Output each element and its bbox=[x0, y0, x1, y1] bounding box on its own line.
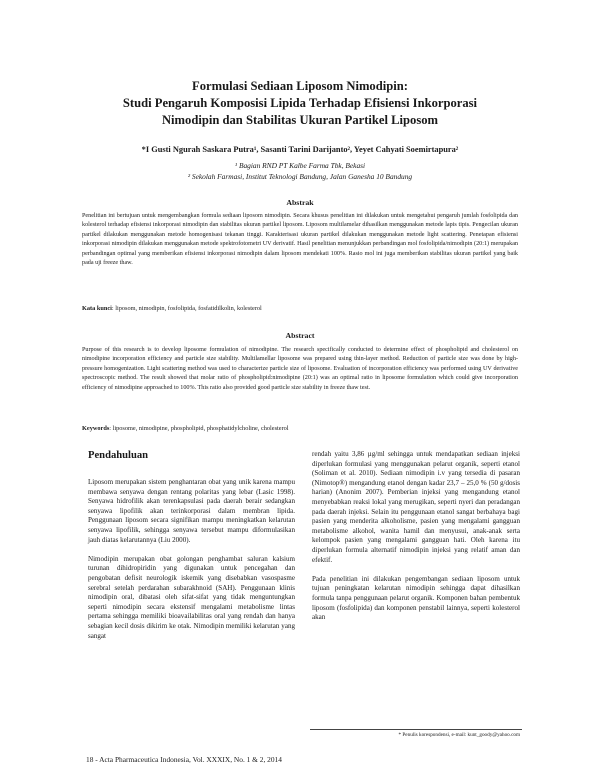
section-heading: Pendahuluan bbox=[88, 450, 149, 461]
keywords-text: : liposome, nimodipine, phospholipid, phosphatidylcholine, cholesterol bbox=[109, 425, 289, 432]
keywords-label: Keywords bbox=[82, 425, 110, 432]
keywords bbox=[82, 425, 518, 432]
paragraph: rendah yaitu 3,86 µg/ml sehingga untuk mendapatkan sediaan injeksi diperlukan formulasi yang menggunakan pelarut organik, seperti etanol (Soliman et al. 2010). Sediaan nimodipin i.v yang tersedia di pasaran (Nimotop®) mengandung etanol dengan kadar 23,7 – 25,0 % (50 g/dosis harian) (Anonim 2007). Pemberian injeksi yang mengandung etanol menyebabkan reaksi lokal yang merugikan, seperti nyeri dan peradangan pada daerah injeksi. Selain itu penggunaan etanol sangat berbahaya bagi pasien yang menderita alkoholisme, pasien yang mengalami gangguan metabolisme alkohol, wanita hamil dan menyusui, anak-anak serta kelompok pasien yang mengalami gangguan hati. Oleh karena itu diperlukan formula alternatif nimodipin injeksi yang relatif aman dan efektif. bbox=[312, 450, 520, 564]
kata-kunci-text: : liposom, nimodipin, fosfolipida, fosfatidilkolin, kolesterol bbox=[111, 305, 262, 312]
affiliation-1: ¹ Bagian RND PT Kalbe Farma Tbk, Bekasi bbox=[234, 161, 366, 170]
footnote: * Penulis korespondensi, e-mail: kunt_goody@yahoo.com bbox=[398, 732, 520, 738]
footnote-rule bbox=[310, 729, 522, 730]
page-folio: 18 - Acta Pharmaceutica Indonesia, Vol. XXXIX, No. 1 & 2, 2014 bbox=[86, 755, 282, 764]
paper-title bbox=[60, 78, 540, 129]
kata-kunci-label: Kata kunci bbox=[82, 305, 112, 312]
title-line: Nimodipin dan Stabilitas Ukuran Partikel Liposom bbox=[161, 113, 439, 127]
abstract-body: Purpose of this research is to develop liposome formulation of nimodipine. The research specifically conducted to determine effect of phospholipid and cholesterol on nimodipine incorporation efficiency and particle size stability. Multilamellar liposome was prepared using thin-layer method. Reduction of particle size was done by high-pressure homogenization. Light scattering method was used to characterize particle size of liposome. Evaluation of incorporation efficiency was performed using UV derivative spectroscopic method. The result showed that molar ratio of phospholipid:nimodipine (20:1) was an optimal ratio in liposome formulation which could give incorporation efficiency of nimodipine approached to 100%. This ratio also provided good particle size stability in freeze thaw test. bbox=[82, 347, 518, 391]
right-column bbox=[312, 450, 520, 623]
abstract-heading: Abstract bbox=[285, 331, 315, 340]
kata-kunci bbox=[82, 305, 518, 312]
author-list: *I Gusti Ngurah Saskara Putra¹, Sasanti Tarini Darijanto², Yeyet Cahyati Soemirtapura² bbox=[141, 145, 459, 154]
affiliation-2: ² Sekolah Farmasi, Institut Teknologi Bandung, Jalan Ganesha 10 Bandung bbox=[187, 172, 413, 181]
abstrak-heading: Abstrak bbox=[286, 198, 314, 207]
paragraph: Nimodipin merupakan obat golongan penghambat saluran kalsium turunan dihidropiridin yang digunakan untuk pencegahan dan pengobatan defisit neurologik iskemik yang disebabkan vasospasme serebral setelah perdarahan subarakhnoid (SAH). Penggunaan klinis nimodipin oral, dibatasi oleh sifat-sifat yang tidak menguntungkan seperti nimodipin secara ekstensif mengalami metabolisme lintas pertama sehingga memiliki bioavailabilitas oral yang rendah dan hanya sebagian kecil dosis dikirim ke otak. Nimodipin memiliki kelarutan yang sangat bbox=[88, 554, 295, 640]
left-column bbox=[88, 478, 295, 641]
paragraph: Liposom merupakan sistem penghantaran obat yang unik karena mampu membawa senyawa dengan rentang polaritas yang lebar (Lasic 1998). Senyawa hidrofilik akan terenkapsulasi pada daerah berair sedangkan senyawa lipofilik akan terinkorporasi dalam membran lipida. Penggunaan liposom secara signifikan mampu meningkatkan kelarutan senyawa lipofilik, sehingga senyawa tersebut mampu diformulasikan jauh diatas kelarutannya (Liu 2000). bbox=[88, 478, 295, 544]
abstrak-body: Penelitian ini bertujuan untuk mengembangkan formula sediaan liposom nimodipin. Secara khusus penelitian ini dilakukan untuk mengetahui pengaruh jumlah fosfolipida dan kolesterol terhadap efisiensi inkorporasi nimodipin dan stabilitas ukuran partikel liposom. Liposom multilamelar dihasilkan menggunakan metode lapis tipis. Pengecilan ukuran partikel dilakukan menggunakan metode homogenisasi tekanan tinggi. Karakterisasi ukuran partikel dilakukan menggunakan metode light scattering. Penetapan efisiensi inkorporasi nimodipin dilakukan menggunakan metode spektrofotometri UV derivatif. Hasil penelitian menunjukkan perbandingan mol fosfolipida/nimodipin (20:1) merupakan perbandingan optimal yang memberikan efisiensi inkorporasi nimodipin dalam liposom mendekati 100%. Rasio mol ini juga memberikan stabilitas ukuran partikel yang baik pada uji freeze thaw. bbox=[82, 213, 518, 267]
title-line: Formulasi Sediaan Liposom Nimodipin: bbox=[192, 79, 408, 93]
paragraph: Pada penelitian ini dilakukan pengembangan sediaan liposom untuk tujuan peningkatan kelarutan nimodipin sehingga dapat dihasilkan formula tanpa penggunaan pelarut organik. Komponen bahan pembentuk liposom (fosfolipida) dan komponen penstabil lainnya, seperti kolesterol akan bbox=[312, 574, 520, 622]
title-line: Studi Pengaruh Komposisi Lipida Terhadap Efisiensi Inkorporasi bbox=[122, 96, 478, 110]
